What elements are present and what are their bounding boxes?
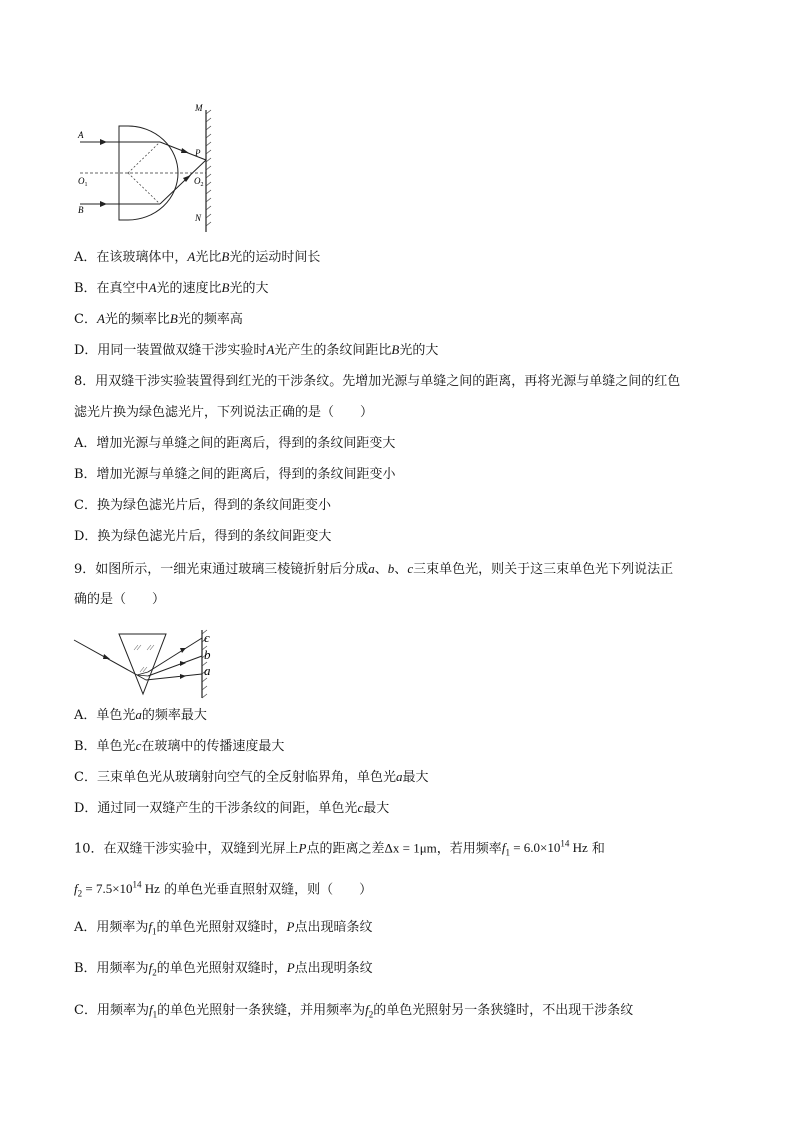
q10-option-a: A．用频率为$f_1$的单色光照射双缝时，P点出现暗条纹 bbox=[74, 919, 373, 937]
q7-option-b: B．在真空中A光的速度比B光的大 bbox=[74, 280, 269, 296]
q9-stem-line1: 9．如图所示，一细光束通过玻璃三棱镜折射后分成a、b、c三束单色光，则关于这三束单色光下列说法正 bbox=[74, 561, 674, 577]
label-m: M bbox=[195, 103, 203, 113]
label-o1: $O_1$ bbox=[78, 176, 88, 188]
q10-stem-line2: $f_2 = 7.5\times 10^{14}$ Hz 的单色光垂直照射双缝，则（ ） bbox=[74, 880, 373, 899]
q8-stem-line1: 8．用双缝干涉实验装置得到红光的干涉条纹。先增加光源与单缝之间的距离，再将光源与单缝之间的红色 bbox=[74, 374, 681, 389]
label-o2: $O_2$ bbox=[194, 176, 204, 188]
q7-option-d: D．用同一装置做双缝干涉实验时A光产生的条纹间距比B光的大 bbox=[74, 342, 439, 358]
q10-stem-line1: 10．在双缝干涉实验中，双缝到光屏上P点的距离之差Δx = 1μm，若用频率$f_1 = 6.0\times 10^{14}$ Hz 和 bbox=[74, 839, 605, 858]
q8-option-d: D．换为绿色滤光片后，得到的条纹间距变大 bbox=[74, 529, 332, 544]
label-b: B bbox=[78, 205, 84, 215]
q7-option-c: C．A光的频率比B光的频率高 bbox=[74, 311, 243, 327]
q7-option-a: A．在该玻璃体中，A光比B光的运动时间长 bbox=[74, 249, 321, 265]
q8-stem-line2: 滤光片换为绿色滤光片，下列说法正确的是（ ） bbox=[74, 405, 374, 420]
prism-figure bbox=[70, 628, 220, 700]
q8-option-c: C．换为绿色滤光片后，得到的条纹间距变小 bbox=[74, 498, 331, 513]
q8-option-b: B．增加光源与单缝之间的距离后，得到的条纹间距变小 bbox=[74, 467, 396, 482]
hemisphere-figure bbox=[70, 100, 220, 235]
q8-option-a: A．增加光源与单缝之间的距离后，得到的条纹间距变大 bbox=[74, 436, 396, 451]
q9-option-a: A．单色光a的频率最大 bbox=[74, 707, 207, 723]
q9-option-c: C．三束单色光从玻璃射向空气的全反射临界角，单色光a最大 bbox=[74, 769, 429, 785]
label-a: A bbox=[78, 130, 84, 140]
q9-option-b: B．单色光c在玻璃中的传播速度最大 bbox=[74, 738, 285, 754]
q10-option-b: B．用频率为$f_2$的单色光照射双缝时，P点出现明条纹 bbox=[74, 960, 373, 978]
label-n: N bbox=[195, 213, 202, 223]
label-a: a bbox=[204, 663, 211, 678]
q9-stem-line2: 确的是（ ） bbox=[74, 592, 166, 607]
label-c: c bbox=[204, 630, 210, 645]
label-p: P bbox=[195, 148, 201, 158]
q9-option-d: D．通过同一双缝产生的干涉条纹的间距，单色光c最大 bbox=[74, 800, 390, 816]
label-b: b bbox=[204, 647, 211, 662]
q10-option-c: C．用频率为$f_1$的单色光照射一条狭缝，并用频率为$f_2$的单色光照射另一条狭缝时，不出现干涉条纹 bbox=[74, 1002, 634, 1020]
